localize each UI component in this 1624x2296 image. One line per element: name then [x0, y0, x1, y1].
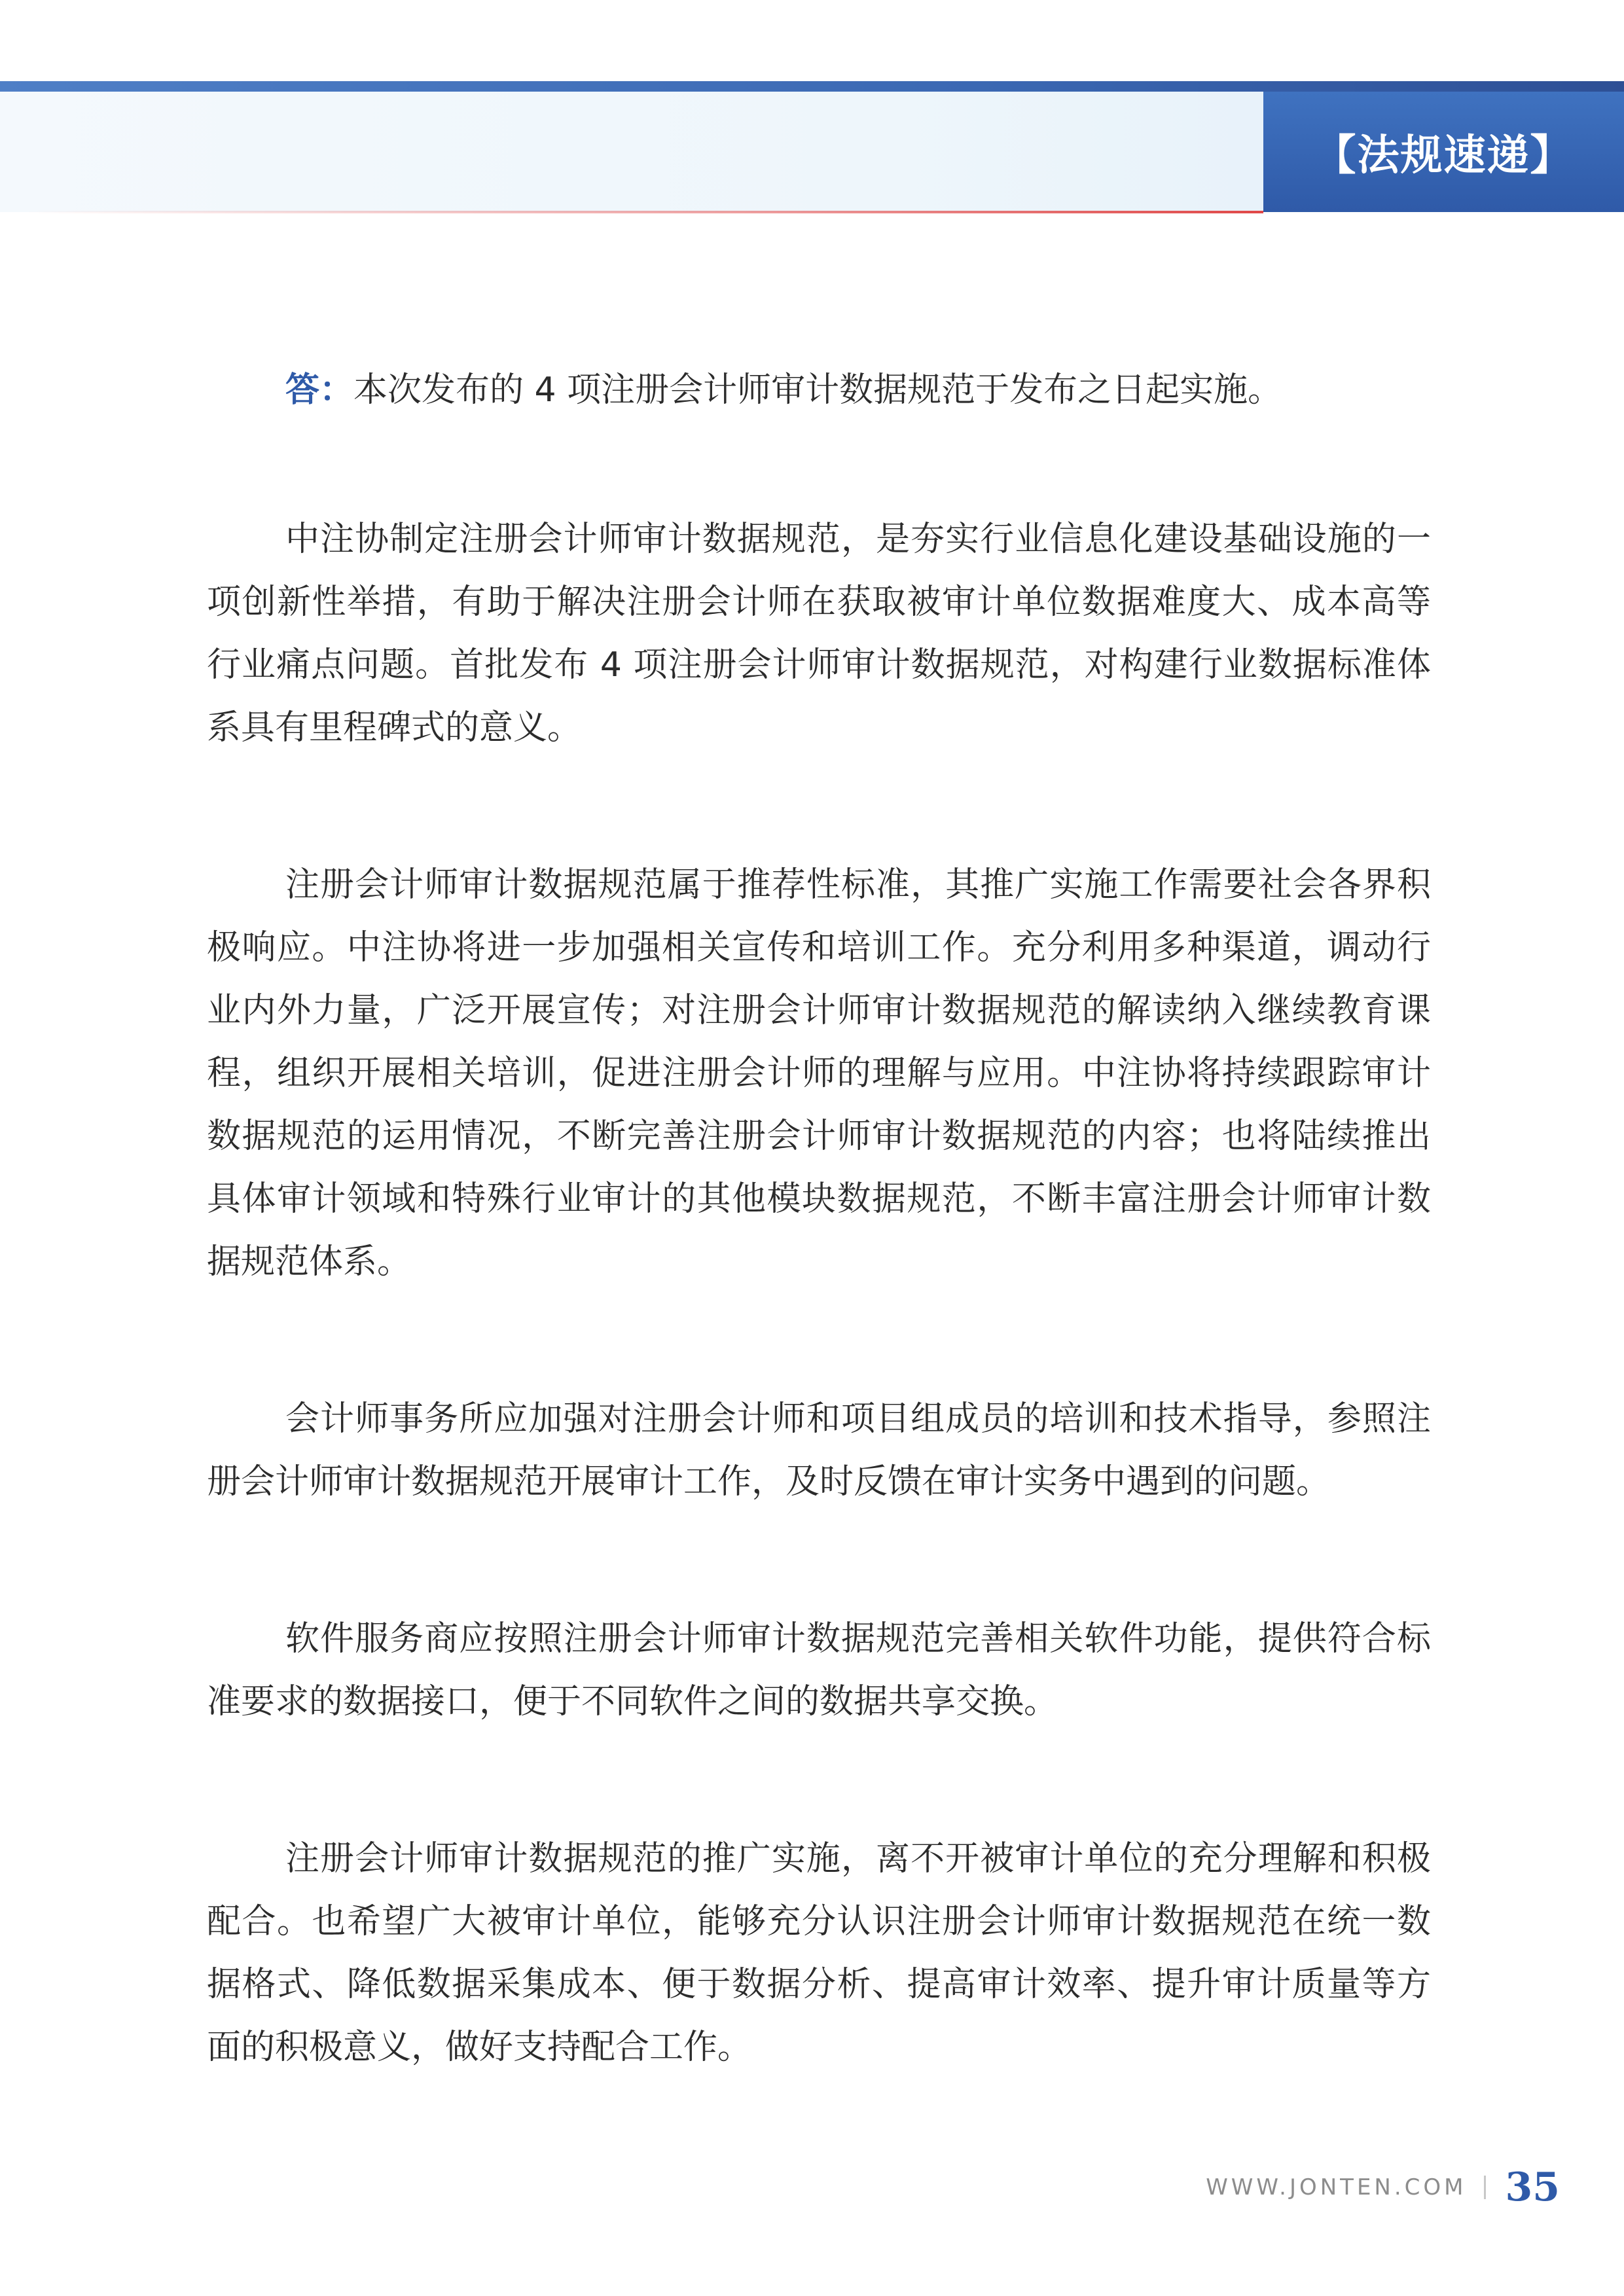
- footer-website: WWW.JONTEN.COM: [1206, 2174, 1467, 2200]
- section-tag: [1263, 92, 1624, 212]
- page-number: 35: [1505, 2164, 1560, 2210]
- header-band: [0, 92, 1263, 212]
- header-underline: [26, 211, 1263, 213]
- answer-paragraph: [207, 359, 1431, 422]
- body-paragraph: 注册会计师审计数据规范属于推荐性标准，其推广实施工作需要社会各界积极响应。中注协将进一步加强相关宣传和培训工作。充分利用多种渠道，调动行业内外力量，广泛开展宣传；对注册会计师审计数据规范的解读纳入继续教育课程，组织开展相关培训，促进注册会计师的理解与应用。中注协将持续跟踪审计数据规范的运用情况，不断完善注册会计师审计数据规范的内容；也将陆续推出具体审计领域和特殊行业审计的其他模块数据规范，不断丰富注册会计师审计数据规范体系。: [207, 865, 1431, 1282]
- body-paragraph: 软件服务商应按照注册会计师审计数据规范完善相关软件功能，提供符合标准要求的数据接口，便于不同软件之间的数据共享交换。: [207, 1619, 1431, 1721]
- footer-divider: [1484, 2176, 1486, 2199]
- page-footer: [1206, 2161, 1560, 2214]
- answer-label: 答：: [285, 370, 354, 410]
- header-top-rule: [0, 81, 1624, 92]
- body-paragraph: 中注协制定注册会计师审计数据规范，是夯实行业信息化建设基础设施的一项创新性举措，有助于解决注册会计师在获取被审计单位数据难度大、成本高等行业痛点问题。首批发布 4 项注册会计师审计数据规范，对构建行业数据标准体系具有里程碑式的意义。: [207, 520, 1431, 747]
- section-tag-label: 【法规速递】: [1314, 131, 1574, 180]
- answer-text: 本次发布的 4 项注册会计师审计数据规范于发布之日起实施。: [353, 370, 1282, 410]
- body-paragraph: 注册会计师审计数据规范的推广实施，离不开被审计单位的充分理解和积极配合。也希望广大被审计单位，能够充分认识注册会计师审计数据规范在统一数据格式、降低数据采集成本、便于数据分析、提高审计效率、提升审计质量等方面的积极意义，做好支持配合工作。: [207, 1839, 1431, 2067]
- article-body: [207, 359, 1431, 2173]
- body-paragraph: 会计师事务所应加强对注册会计师和项目组成员的培训和技术指导，参照注册会计师审计数据规范开展审计工作，及时反馈在审计实务中遇到的问题。: [207, 1399, 1431, 1501]
